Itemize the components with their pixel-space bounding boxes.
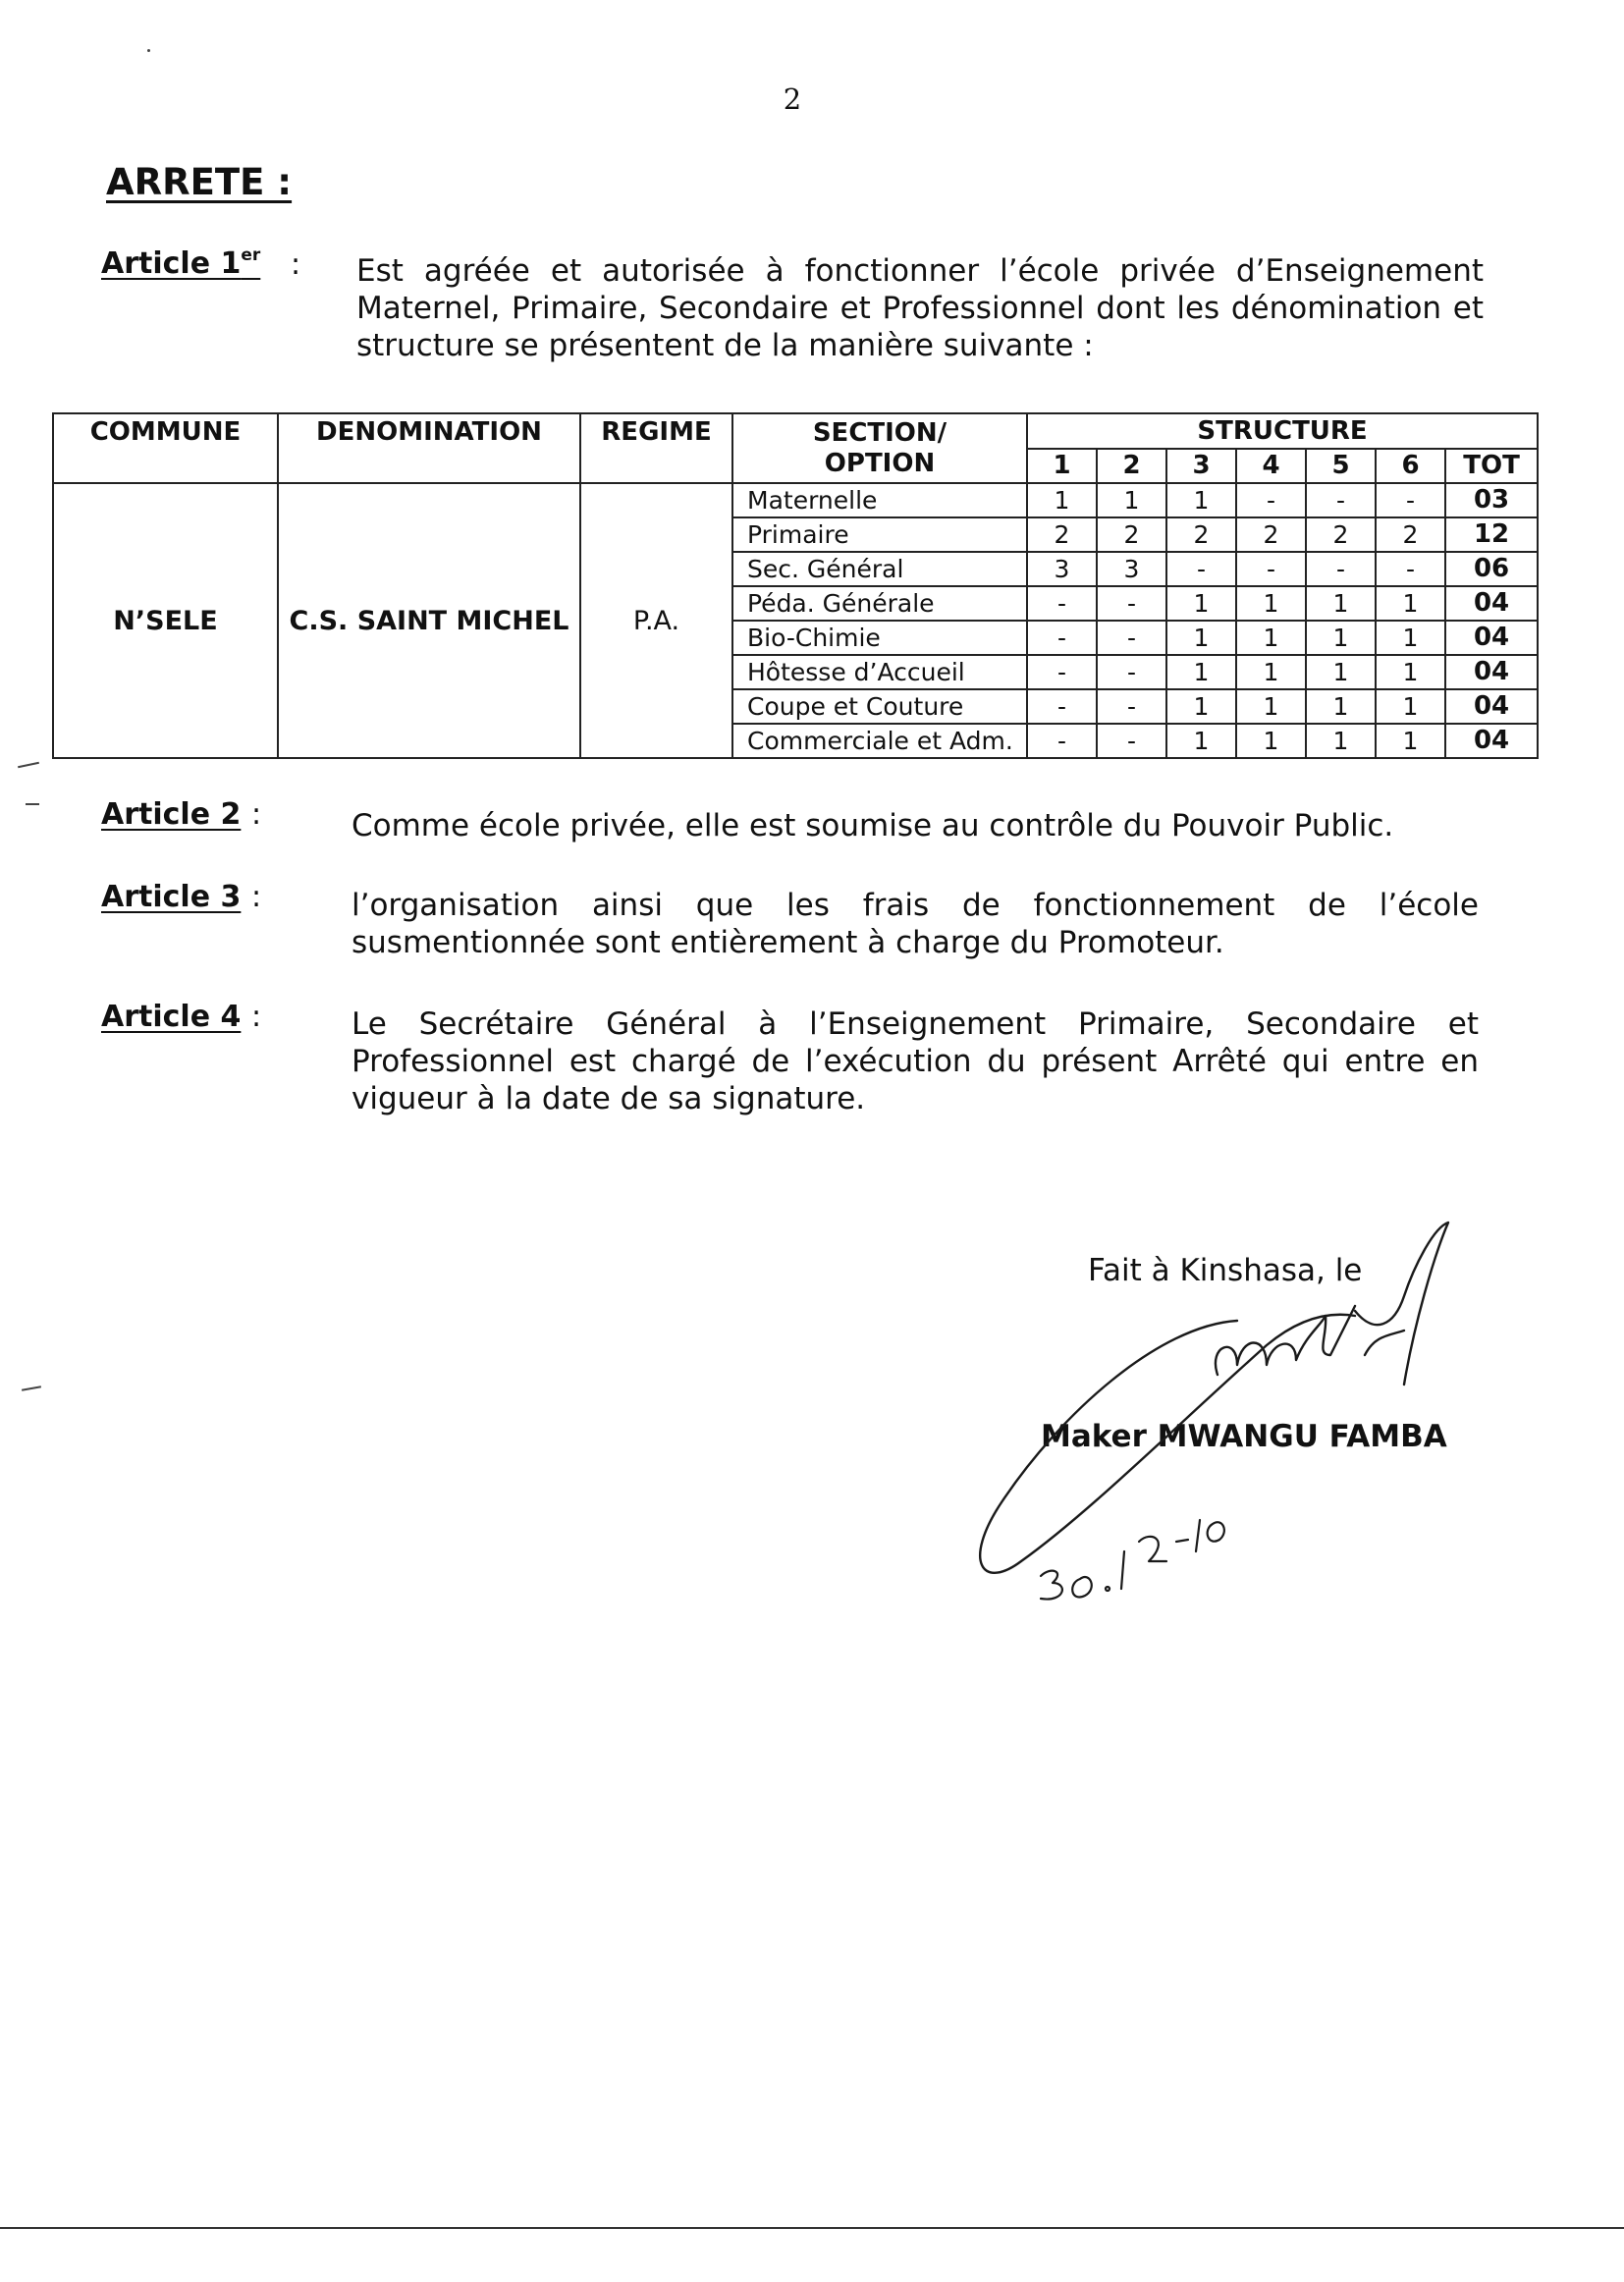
structure-table xyxy=(52,412,1539,759)
total-cell: 04 xyxy=(1445,724,1538,758)
total-cell: 06 xyxy=(1445,552,1538,586)
header-year-3: 3 xyxy=(1166,449,1236,483)
article-2-label: Article 2 xyxy=(101,797,242,832)
structure-cell: - xyxy=(1097,655,1166,689)
structure-cell: 1 xyxy=(1376,586,1445,621)
structure-cell: 2 xyxy=(1306,517,1376,552)
structure-cell: 1 xyxy=(1166,621,1236,655)
header-total: TOT xyxy=(1445,449,1538,483)
article-1-colon: : xyxy=(291,247,301,282)
commune-cell: N’SELE xyxy=(53,483,278,758)
total-cell: 04 xyxy=(1445,655,1538,689)
handwritten-signature xyxy=(943,1218,1453,1650)
total-cell: 04 xyxy=(1445,621,1538,655)
margin-mark xyxy=(22,1386,41,1390)
structure-cell: - xyxy=(1097,586,1166,621)
structure-cell: - xyxy=(1027,655,1097,689)
article-4-label: Article 4 xyxy=(101,1000,242,1034)
total-cell: 12 xyxy=(1445,517,1538,552)
structure-cell: - xyxy=(1376,552,1445,586)
structure-cell: - xyxy=(1027,689,1097,724)
article-3-label: Article 3 xyxy=(101,880,242,914)
place-date-line: Fait à Kinshasa, le xyxy=(1088,1253,1363,1288)
structure-cell: - xyxy=(1236,552,1306,586)
header-section-line1: SECTION/ xyxy=(812,417,947,448)
structure-cell: 2 xyxy=(1236,517,1306,552)
structure-cell: 1 xyxy=(1376,621,1445,655)
structure-cell: 1 xyxy=(1166,586,1236,621)
structure-cell: 1 xyxy=(1376,655,1445,689)
section-cell: Coupe et Couture xyxy=(732,689,1027,724)
page-number: 2 xyxy=(783,82,802,116)
structure-cell: 1 xyxy=(1236,655,1306,689)
structure-cell: 1 xyxy=(1166,483,1236,517)
header-commune: COMMUNE xyxy=(53,413,278,483)
structure-cell: - xyxy=(1166,552,1236,586)
section-cell: Bio-Chimie xyxy=(732,621,1027,655)
header-year-1: 1 xyxy=(1027,449,1097,483)
section-cell: Maternelle xyxy=(732,483,1027,517)
total-cell: 04 xyxy=(1445,586,1538,621)
structure-cell: - xyxy=(1097,724,1166,758)
structure-cell: 3 xyxy=(1097,552,1166,586)
article-3-text: l’organisation ainsi que les frais de fonctionnement de l’école susmentionnée sont entièrement à charge du Promoteur. xyxy=(352,888,1479,960)
article-2-colon: : xyxy=(251,797,262,832)
section-cell: Commerciale et Adm. xyxy=(732,724,1027,758)
article-2-text: Comme école privée, elle est soumise au contrôle du Pouvoir Public. xyxy=(352,808,1394,843)
structure-cell: - xyxy=(1097,689,1166,724)
section-cell: Hôtesse d’Accueil xyxy=(732,655,1027,689)
structure-cell: 1 xyxy=(1166,689,1236,724)
structure-cell: - xyxy=(1306,483,1376,517)
header-year-5: 5 xyxy=(1306,449,1376,483)
signatory-name: Maker MWANGU FAMBA xyxy=(1041,1419,1447,1454)
structure-cell: - xyxy=(1376,483,1445,517)
structure-cell: - xyxy=(1027,586,1097,621)
structure-cell: 2 xyxy=(1097,517,1166,552)
header-year-2: 2 xyxy=(1097,449,1166,483)
regime-cell: P.A. xyxy=(580,483,732,758)
structure-cell: 3 xyxy=(1027,552,1097,586)
structure-cell: 1 xyxy=(1236,689,1306,724)
article-3-colon: : xyxy=(251,880,262,914)
article-4-text: Le Secrétaire Général à l’Enseignement Primaire, Secondaire et Professionnel est chargé de l’exécution du présent Arrêté qui entre en vigueur à la date de sa signature. xyxy=(352,1006,1479,1116)
structure-cell: - xyxy=(1027,724,1097,758)
article-1-text: Est agréée et autorisée à fonctionner l’école privée d’Enseignement Maternel, Primaire, Secondaire et Professionnel dont les dénomination et structure se présentent de la manière suivante : xyxy=(356,253,1484,363)
structure-cell: 1 xyxy=(1166,655,1236,689)
structure-cell: 1 xyxy=(1236,724,1306,758)
structure-cell: - xyxy=(1236,483,1306,517)
structure-cell: 1 xyxy=(1097,483,1166,517)
structure-cell: 1 xyxy=(1306,724,1376,758)
structure-cell: - xyxy=(1027,621,1097,655)
article-1-label: Article 1er xyxy=(101,245,261,281)
margin-mark xyxy=(26,803,39,805)
structure-cell: 1 xyxy=(1306,689,1376,724)
total-cell: 03 xyxy=(1445,483,1538,517)
structure-cell: - xyxy=(1306,552,1376,586)
header-year-4: 4 xyxy=(1236,449,1306,483)
structure-cell: 1 xyxy=(1376,724,1445,758)
section-cell: Sec. Général xyxy=(732,552,1027,586)
speck xyxy=(147,49,150,52)
structure-cell: 1 xyxy=(1166,724,1236,758)
margin-mark xyxy=(18,762,39,769)
header-year-6: 6 xyxy=(1376,449,1445,483)
table-row xyxy=(53,483,1538,517)
structure-cell: 2 xyxy=(1166,517,1236,552)
bottom-rule xyxy=(0,2227,1624,2229)
article-4-colon: : xyxy=(251,1000,262,1034)
header-denomination: DENOMINATION xyxy=(278,413,580,483)
structure-cell: 1 xyxy=(1027,483,1097,517)
structure-cell: 1 xyxy=(1306,621,1376,655)
total-cell: 04 xyxy=(1445,689,1538,724)
section-cell: Primaire xyxy=(732,517,1027,552)
header-regime: REGIME xyxy=(580,413,732,483)
header-section-option xyxy=(732,413,1027,483)
structure-cell: 1 xyxy=(1376,689,1445,724)
structure-cell: 1 xyxy=(1306,586,1376,621)
structure-cell: 1 xyxy=(1236,586,1306,621)
structure-cell: 2 xyxy=(1027,517,1097,552)
header-structure: STRUCTURE xyxy=(1027,413,1538,449)
denomination-cell: C.S. SAINT MICHEL xyxy=(278,483,580,758)
structure-cell: 1 xyxy=(1236,621,1306,655)
decree-heading: ARRETE : xyxy=(106,161,293,203)
structure-cell: - xyxy=(1097,621,1166,655)
section-cell: Péda. Générale xyxy=(732,586,1027,621)
header-section-line2: OPTION xyxy=(824,448,936,478)
structure-cell: 2 xyxy=(1376,517,1445,552)
structure-cell: 1 xyxy=(1306,655,1376,689)
